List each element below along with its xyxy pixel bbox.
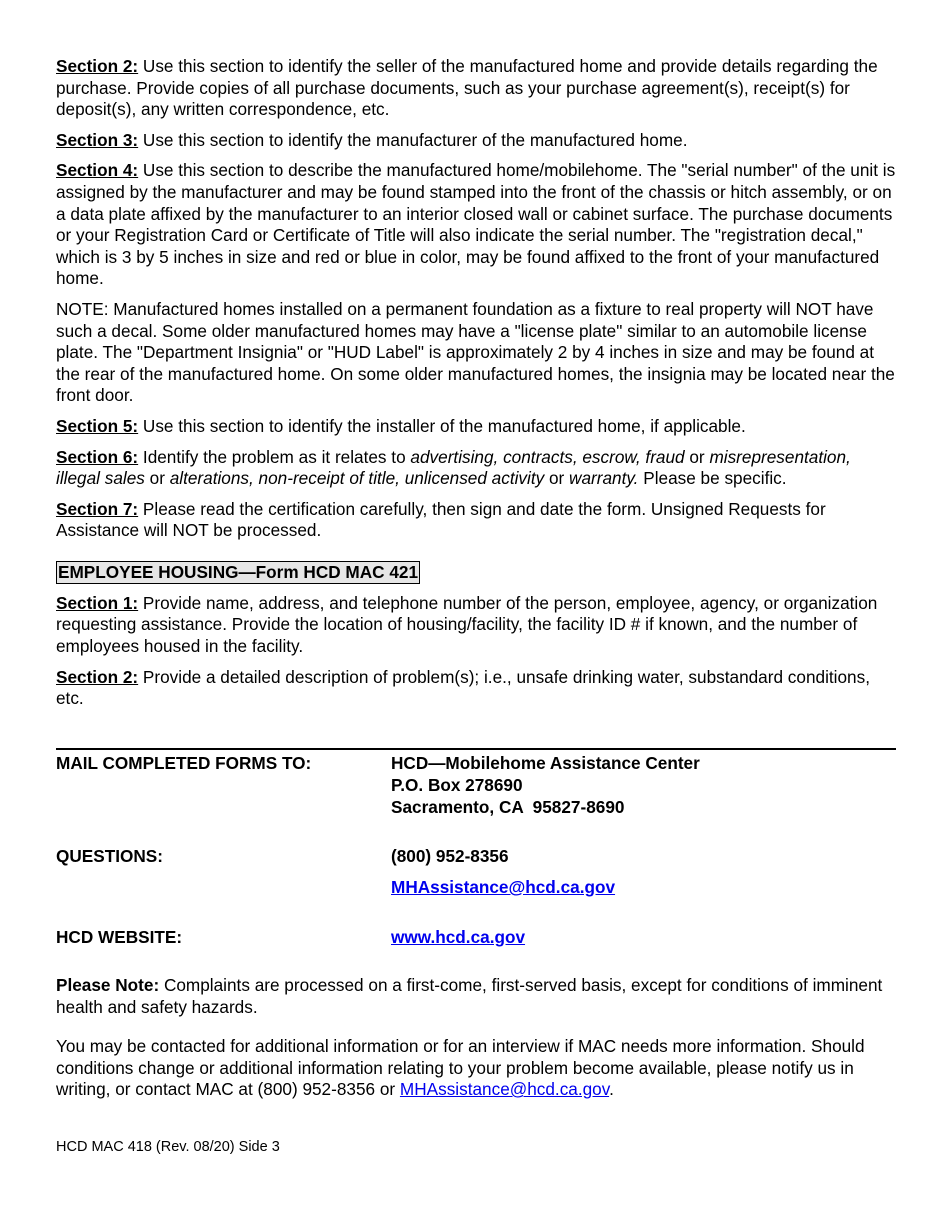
website-link[interactable]: www.hcd.ca.gov <box>391 927 526 947</box>
website-link-wrap <box>391 926 525 948</box>
section-label: Section 6: <box>56 446 139 467</box>
questions-label: QUESTIONS: <box>56 846 163 866</box>
section-2-paragraph <box>56 56 896 121</box>
section-text: Please read the certification carefully, then sign and date the form. Unsigned Requests for Assistance will NOT be processed. <box>56 498 826 541</box>
problem-category: advertising, contracts, escrow, fraud <box>410 446 685 467</box>
section-5-paragraph <box>56 416 896 438</box>
website-label: HCD WEBSITE: <box>56 927 183 947</box>
section-label: Section 1: <box>56 592 139 613</box>
contact-email-link[interactable]: MHAssistance@hcd.ca.gov <box>399 1079 610 1100</box>
eh-section-1-paragraph <box>56 593 896 658</box>
section-text: Use this section to identify the seller of the manufactured home and provide details regarding the purchase. Provide copies of all purchase documents, such as your purchase agreement(s), receipt(s) for deposit(s), any written correspondence, etc. <box>56 56 878 120</box>
employee-housing-header: EMPLOYEE HOUSING—Form HCD MAC 421 <box>58 561 419 582</box>
section-6-paragraph <box>56 447 896 490</box>
mail-label: MAIL COMPLETED FORMS TO: <box>56 753 312 773</box>
section-text: Use this section to identify the manufacturer of the manufactured home. <box>138 129 688 150</box>
contact-end: . <box>609 1079 614 1100</box>
note-paragraph: NOTE: Manufactured homes installed on a permanent foundation as a fixture to real property will NOT have such a decal. Some older manufactured homes may have a "license plate" similar to an automobile license plate. The "Department Insignia" or "HUD Label" is approximately 2 by 4 inches in size and may be found at the rear of the manufactured home. On some older manufactured homes, the insignia may be located near the front door. <box>56 298 895 406</box>
problem-category: warranty. <box>569 468 639 489</box>
section-label: Section 2: <box>56 56 139 76</box>
mail-address <box>391 752 700 818</box>
section-4-paragraph <box>56 160 896 290</box>
section-label: Section 5: <box>56 415 139 436</box>
contact-text: You may be contacted for additional information or for an interview if MAC needs more information. Should conditions change or additional information relating to your problem become available, please notify us in writing, or contact MAC at (800) 952-8356 or <box>56 1036 865 1100</box>
section-3-paragraph <box>56 130 896 152</box>
section-text: Please be specific. <box>638 468 787 489</box>
section-text: Identify the problem as it relates to <box>138 446 411 467</box>
problem-category: misrepresentation, illegal sales <box>56 446 851 489</box>
section-text: Use this section to identify the installer of the manufactured home, if applicable. <box>138 415 746 436</box>
section-7-paragraph <box>56 499 896 542</box>
instructions-body <box>56 56 896 719</box>
horizontal-divider <box>56 748 896 750</box>
section-text: or <box>144 468 170 489</box>
section-text: or <box>684 446 710 467</box>
mail-address-line1: HCD—Mobilehome Assistance Center <box>391 753 700 773</box>
mail-address-line3: Sacramento, CA 95827-8690 <box>391 797 625 817</box>
phone-number: (800) 952-8356 <box>391 846 509 866</box>
section-label: Section 2: <box>56 666 139 687</box>
eh-section-2-paragraph <box>56 667 896 710</box>
section-text: or <box>544 468 570 489</box>
please-note-paragraph <box>56 975 896 1018</box>
please-note-text: Complaints are processed on a first-come, first-served basis, except for conditions of imminent health and safety hazards. <box>56 975 883 1017</box>
section-text: Provide name, address, and telephone number of the person, employee, agency, or organization requesting assistance. Provide the location of housing/facility, the facility ID # if known, and the number of employees housed in the facility. <box>56 592 878 657</box>
section-text: Provide a detailed description of problem(s); i.e., unsafe drinking water, substandard conditions, etc. <box>56 666 870 709</box>
section-text: Use this section to describe the manufactured home/mobilehome. The "serial number" of the unit is assigned by the manufacturer and may be found stamped into the front of the chassis or hitch assembly, or on a data plate affixed by the manufacturer to an interior closed wall or cabinet surface. The purchase documents or your Registration Card or Certificate of Title will also indicate the serial number. The "registration decal," which is 3 by 5 inches in size and red or blue in color, may be found affixed to the front of your manufactured home. <box>56 160 896 289</box>
email-link[interactable]: MHAssistance@hcd.ca.gov <box>391 877 616 897</box>
section-label: Section 3: <box>56 129 139 150</box>
please-note-label: Please Note: <box>56 975 160 995</box>
section-label: Section 7: <box>56 498 139 519</box>
email-link-wrap <box>391 876 615 898</box>
section-label: Section 4: <box>56 160 139 181</box>
form-footer: HCD MAC 418 (Rev. 08/20) Side 3 <box>56 1139 280 1155</box>
problem-category: alterations, non-receipt of title, unlicensed activity <box>169 468 545 489</box>
contact-paragraph <box>56 1036 896 1101</box>
mail-address-line2: P.O. Box 278690 <box>391 775 523 795</box>
